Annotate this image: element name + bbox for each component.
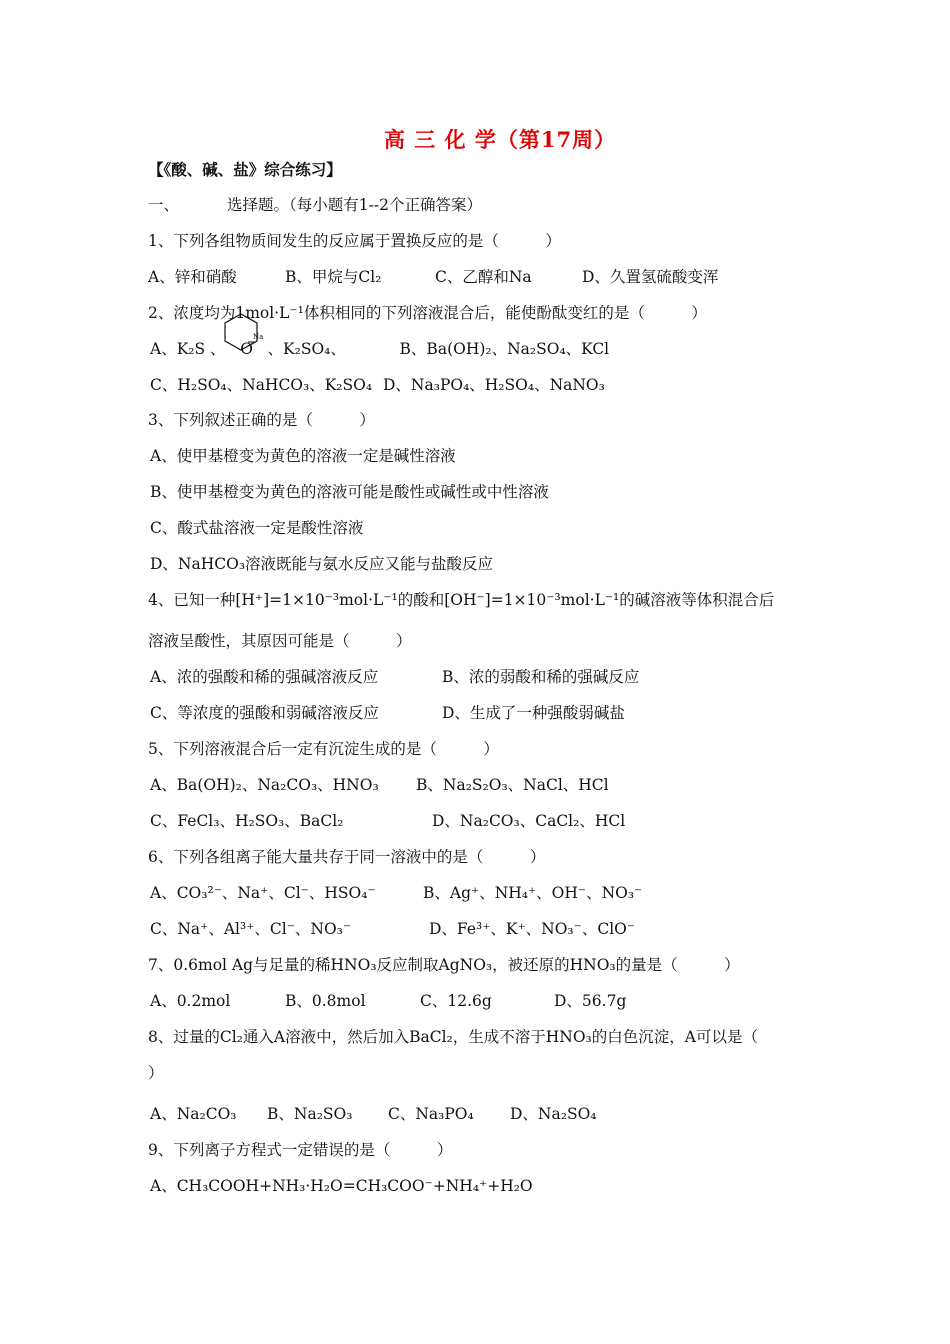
question-6-options-ab bbox=[150, 883, 642, 903]
question-9-stem: 9、下列离子方程式一定错误的是（ ） bbox=[148, 1141, 453, 1159]
part-heading bbox=[148, 195, 482, 215]
question-5-stem: 5、下列溶液混合后一定有沉淀生成的是（ ） bbox=[148, 740, 499, 758]
q2-option-d: D、Na₃PO₄、H₂SO₄、NaNO₃ bbox=[383, 376, 605, 394]
q2-option-a-prefix: A、K₂S 、 bbox=[150, 340, 226, 358]
question-5-options-cd bbox=[150, 811, 625, 831]
question-4-stem-line2: 溶液呈酸性，其原因可能是（ ） bbox=[148, 632, 412, 650]
q6-option-d: D、Fe³⁺、K⁺、NO₃⁻、ClO⁻ bbox=[429, 920, 636, 938]
q2-option-b: B、Ba(OH)₂、Na₂SO₄、KCl bbox=[399, 340, 610, 358]
question-1-options bbox=[148, 267, 718, 287]
q5-option-b: B、Na₂S₂O₃、NaCl、HCl bbox=[416, 776, 609, 794]
question-7-stem: 7、0.6mol Ag与足量的稀HNO₃反应制取AgNO₃，被还原的HNO₃的量是（ ） bbox=[148, 956, 740, 974]
q8-option-d: D、Na₂SO₄ bbox=[510, 1105, 597, 1123]
q2-option-c: C、H₂SO₄、NaHCO₃、K₂SO₄ bbox=[150, 376, 373, 394]
question-2-options-cd bbox=[150, 375, 605, 395]
q4-option-a: A、浓的强酸和稀的强碱溶液反应 bbox=[150, 668, 379, 686]
question-2-stem: 2、浓度均为1mol·L⁻¹体积相同的下列溶液混合后，能使酚酞变红的是（ ） bbox=[148, 304, 707, 322]
page-title: 高 三 化 学（第17周） bbox=[383, 127, 617, 152]
q3-option-b: B、使甲基橙变为黄色的溶液可能是酸性或碱性或中性溶液 bbox=[150, 483, 549, 501]
q3-option-d: D、NaHCO₃溶液既能与氨水反应又能与盐酸反应 bbox=[150, 555, 494, 573]
question-8-stem-line1: 8、过量的Cl₂通入A溶液中，然后加入BaCl₂，生成不溶于HNO₃的白色沉淀，A可以是（ bbox=[148, 1028, 758, 1046]
question-4-options-cd bbox=[150, 703, 625, 723]
question-5-options-ab bbox=[150, 775, 609, 795]
part-number: 一、 bbox=[148, 196, 180, 214]
question-4-options-ab bbox=[150, 667, 639, 687]
question-3-stem: 3、下列叙述正确的是（ ） bbox=[148, 411, 375, 429]
q1-option-d: D、久置氢硫酸变浑 bbox=[582, 268, 719, 286]
q2-option-a-structure: O bbox=[240, 340, 253, 358]
question-2-options-ab bbox=[150, 339, 609, 359]
question-8-stem-line2: ） bbox=[148, 1064, 164, 1082]
q6-option-b: B、Ag⁺、NH₄⁺、OH⁻、NO₃⁻ bbox=[423, 884, 643, 902]
question-4-stem-line1: 4、已知一种[H⁺]=1×10⁻³mol·L⁻¹的酸和[OH⁻]=1×10⁻³mol·L⁻¹的碱溶液等体积混合后 bbox=[148, 591, 775, 609]
q3-option-c: C、酸式盐溶液一定是酸性溶液 bbox=[150, 519, 364, 537]
question-6-stem: 6、下列各组离子能大量共存于同一溶液中的是（ ） bbox=[148, 848, 546, 866]
q9-option-a: A、CH₃COOH+NH₃·H₂O=CH₃COO⁻+NH₄⁺+H₂O bbox=[150, 1177, 533, 1195]
q5-option-d: D、Na₂CO₃、CaCl₂、HCl bbox=[432, 812, 626, 830]
q7-option-a: A、0.2mol bbox=[150, 992, 231, 1010]
q1-option-b: B、甲烷与Cl₂ bbox=[285, 268, 382, 286]
q4-option-c: C、等浓度的强酸和弱碱溶液反应 bbox=[150, 704, 379, 722]
question-1-stem: 1、下列各组物质间发生的反应属于置换反应的是（ ） bbox=[148, 232, 561, 250]
q7-option-d: D、56.7g bbox=[554, 992, 627, 1010]
q4-option-d: D、生成了一种强酸弱碱盐 bbox=[442, 704, 625, 722]
q8-option-c: C、Na₃PO₄ bbox=[388, 1105, 474, 1123]
q1-option-c: C、乙醇和Na bbox=[435, 268, 532, 286]
q8-option-a: A、Na₂CO₃ bbox=[150, 1105, 237, 1123]
q4-option-b: B、浓的弱酸和稀的强碱反应 bbox=[442, 668, 640, 686]
q8-option-b: B、Na₂SO₃ bbox=[267, 1105, 353, 1123]
question-8-options bbox=[150, 1104, 596, 1124]
part-text: 选择题。（每小题有1--2个正确答案） bbox=[227, 196, 482, 214]
question-7-options bbox=[150, 991, 626, 1011]
section-heading: 【《酸、碱、盐》综合练习】 bbox=[148, 160, 342, 179]
q7-option-b: B、0.8mol bbox=[285, 992, 366, 1010]
q2-sodium-label: Na bbox=[253, 333, 264, 341]
q6-option-a: A、CO₃²⁻、Na⁺、Cl⁻、HSO₄⁻ bbox=[150, 884, 376, 902]
q5-option-a: A、Ba(OH)₂、Na₂CO₃、HNO₃ bbox=[150, 776, 379, 794]
q6-option-c: C、Na⁺、Al³⁺、Cl⁻、NO₃⁻ bbox=[150, 920, 352, 938]
q1-option-a: A、锌和硝酸 bbox=[148, 268, 237, 286]
q5-option-c: C、FeCl₃、H₂SO₃、BaCl₂ bbox=[150, 812, 344, 830]
q7-option-c: C、12.6g bbox=[420, 992, 492, 1010]
q2-option-a-suffix: 、K₂SO₄、 bbox=[267, 340, 346, 358]
q3-option-a: A、使甲基橙变为黄色的溶液一定是碱性溶液 bbox=[150, 447, 456, 465]
question-6-options-cd bbox=[150, 919, 635, 939]
